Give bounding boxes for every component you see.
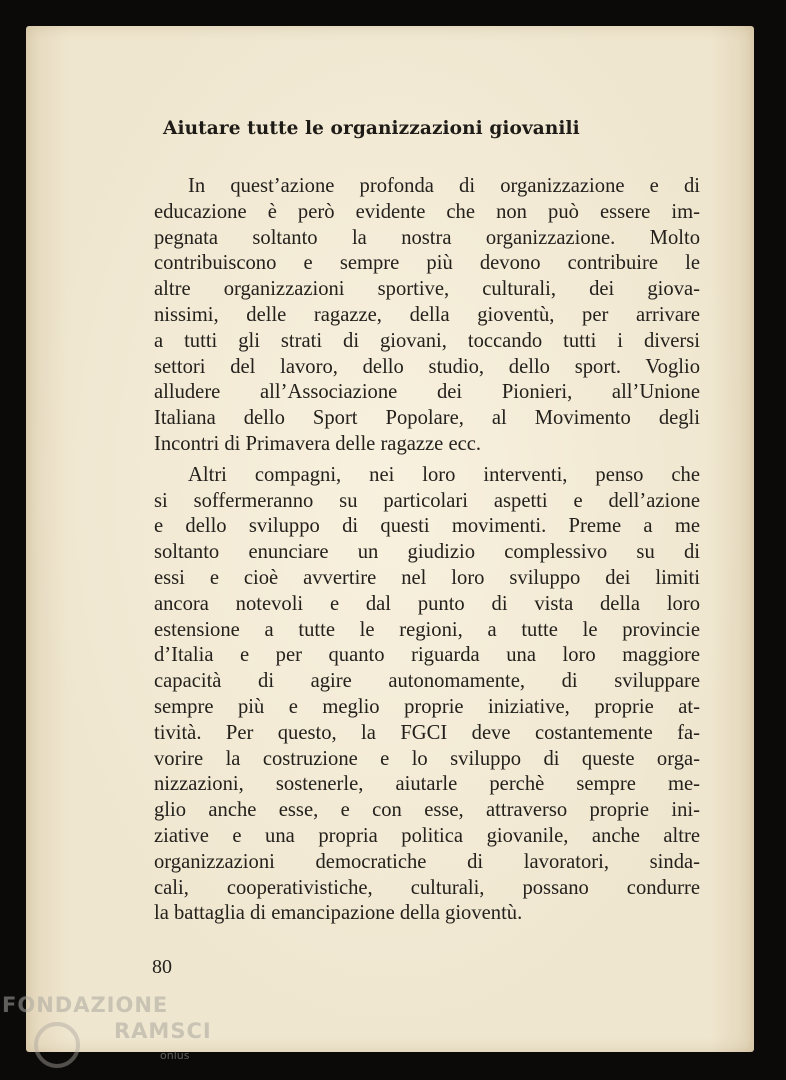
- text-line: Incontri di Primavera delle ragazze ecc.: [154, 432, 482, 455]
- text-line: contribuiscono e sempre più devono contribuire le: [154, 252, 700, 275]
- text-line: Altri compagni, nei loro interventi, penso che: [188, 463, 700, 486]
- text-line: glio anche esse, e con esse, attraverso proprie ini-: [154, 799, 700, 822]
- text-line: altre organizzazioni sportive, culturali, dei giova-: [154, 278, 700, 301]
- watermark-sub: onlus: [160, 1049, 190, 1062]
- body-text: [154, 174, 700, 927]
- text-line: educazione è però evidente che non può essere im-: [154, 200, 700, 223]
- text-line: cali, cooperativistiche, culturali, possano condurre: [154, 876, 700, 899]
- text-line: e dello sviluppo di questi movimenti. Preme a me: [154, 515, 700, 538]
- text-line: ziative e una propria politica giovanile, anche altre: [154, 824, 700, 847]
- text-line: d’Italia e per quanto riguarda una loro maggiore: [154, 644, 700, 667]
- watermark-line-2: RAMSCI: [114, 1019, 212, 1043]
- text-line: capacità di agire autonomamente, di sviluppare: [154, 670, 700, 693]
- text-line: In quest’azione profonda di organizzazione e di: [188, 175, 700, 197]
- text-line: alludere all’Associazione dei Pionieri, all’Unione: [154, 381, 700, 404]
- page-number: 80: [152, 956, 172, 978]
- section-heading: Aiutare tutte le organizzazioni giovanili: [163, 118, 580, 139]
- text-line: soltanto enunciare un giudizio complessivo su di: [154, 541, 700, 564]
- text-line: si soffermeranno su particolari aspetti e dell’azione: [154, 489, 700, 512]
- text-line: ancora notevoli e dal punto di vista della loro: [154, 592, 700, 615]
- paragraph-2: [154, 463, 700, 927]
- watermark-line-1: FONDAZIONE: [2, 993, 169, 1017]
- text-line: a tutti gli strati di giovani, toccando tutti i diversi: [154, 329, 700, 352]
- paragraph-1: [154, 174, 700, 458]
- text-line: organizzazioni democratiche di lavoratori, sinda-: [154, 850, 700, 873]
- book-page: [26, 26, 754, 1052]
- text-line: settori del lavoro, dello studio, dello sport. Voglio: [154, 355, 700, 378]
- text-line: estensione a tutte le regioni, a tutte le provincie: [154, 618, 700, 641]
- text-line: la battaglia di emancipazione della gioventù.: [154, 902, 523, 925]
- watermark: [2, 992, 212, 1044]
- text-line: essi e cioè avvertire nel loro sviluppo dei limiti: [154, 566, 700, 589]
- text-line: pegnata soltanto la nostra organizzazione. Molto: [154, 226, 700, 249]
- text-line: nizzazioni, sostenerle, aiutarle perchè sempre me-: [154, 773, 700, 796]
- text-line: nissimi, delle ragazze, della gioventù, per arrivare: [154, 303, 700, 326]
- text-line: Italiana dello Sport Popolare, al Movimento degli: [154, 407, 700, 430]
- text-line: sempre più e meglio proprie iniziative, proprie at-: [154, 695, 700, 718]
- text-line: vorire la costruzione e lo sviluppo di queste orga-: [154, 747, 700, 770]
- text-line: tività. Per questo, la FGCI deve costantemente fa-: [154, 721, 700, 744]
